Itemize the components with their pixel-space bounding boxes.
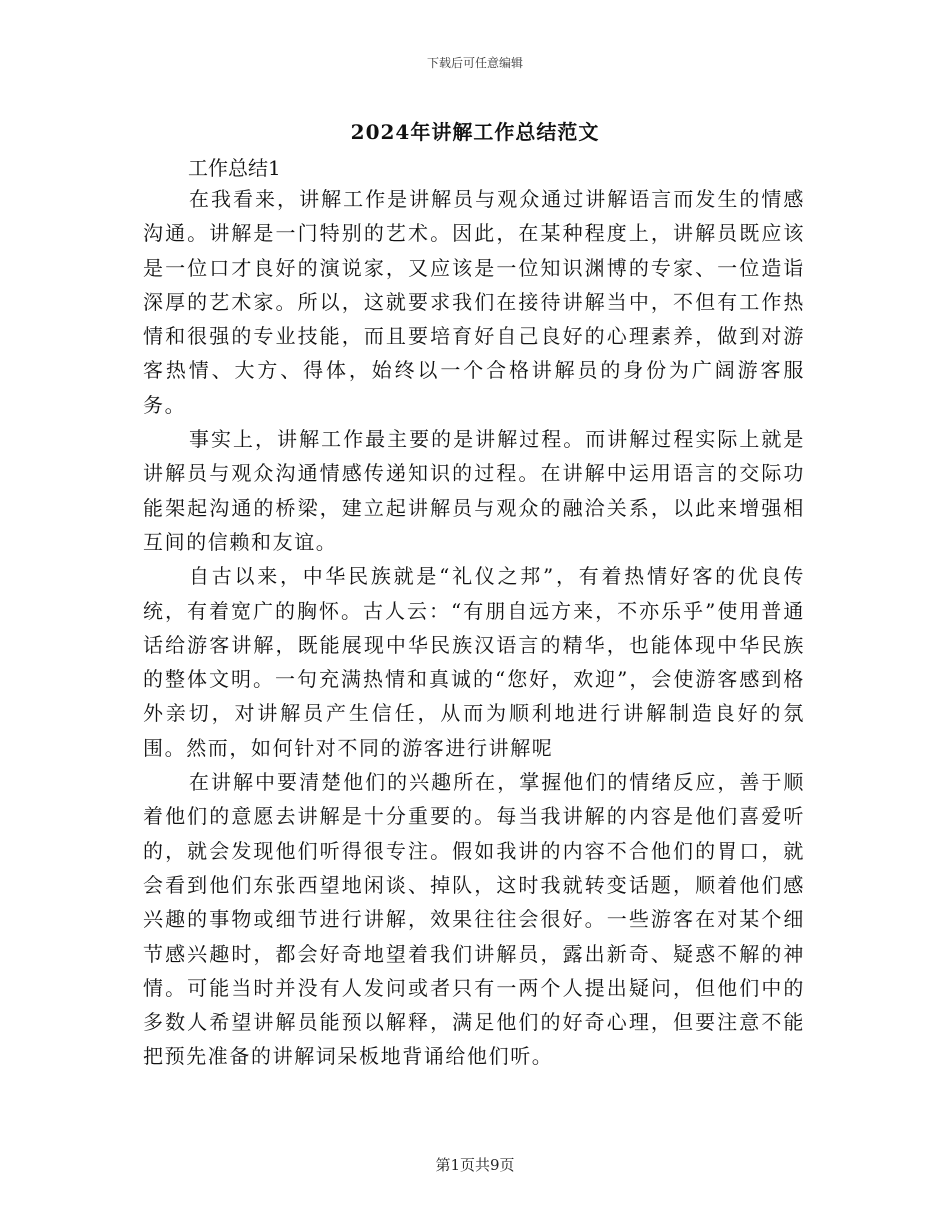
paragraph: 自古以来，中华民族就是“礼仪之邦”，有着热情好客的优良传统，有着宽广的胸怀。古人云：“有朋自远方来，不亦乐乎”使用普通话给游客讲解，既能展现中华民族汉语言的精华，也能体现中华民族的整体文明。一句充满热情和真诚的“您好，欢迎”，会使游客感到格外亲切，对讲解员产生信任，从而为顺利地进行讲解制造良好的氛围。然而，如何针对不同的游客进行讲解呢 [143, 564, 805, 760]
page-indicator: 第1页共9页 [435, 1156, 515, 1174]
paragraph: 在我看来，讲解工作是讲解员与观众通过讲解语言而发生的情感沟通。讲解是一门特别的艺术。因此，在某种程度上，讲解员既应该是一位口才良好的演说家，又应该是一位知识渊博的专家、一位造诣深厚的艺术家。所以，这就要求我们在接待讲解当中，不但有工作热情和很强的专业技能，而且要培育好自己良好的心理素养，做到对游客热情、大方、得体，始终以一个合格讲解员的身份为广阔游客服务。 [143, 187, 805, 417]
header-note: 下载后可任意编辑 [426, 56, 523, 70]
paragraph: 在讲解中要清楚他们的兴趣所在，掌握他们的情绪反应，善于顺着他们的意愿去讲解是十分重要的。每当我讲解的内容是他们喜爱听的，就会发现他们听得很专注。假如我讲的内容不合他们的胃口，就会看到他们东张西望地闲谈、掉队，这时我就转变话题，顺着他们感兴趣的事物或细节进行讲解，效果往往会很好。一些游客在对某个细节感兴趣时，都会好奇地望着我们讲解员，露出新奇、疑惑不解的神情。可能当时并没有人发问或者只有一两个人提出疑问，但他们中的多数人希望讲解员能预以解释，满足他们的好奇心理，但要注意不能把预先准备的讲解词呆板地背诵给他们听。 [143, 770, 805, 1069]
document-title: 2024年讲解工作总结范文 [350, 120, 600, 144]
section-heading: 工作总结1 [188, 156, 281, 180]
paragraph: 事实上，讲解工作最主要的是讲解过程。而讲解过程实际上就是讲解员与观众沟通情感传递知识的过程。在讲解中运用语言的交际功能架起沟通的桥梁，建立起讲解员与观众的融洽关系，以此来增强相互间的信赖和友谊。 [143, 427, 805, 554]
document-body [143, 182, 805, 1074]
